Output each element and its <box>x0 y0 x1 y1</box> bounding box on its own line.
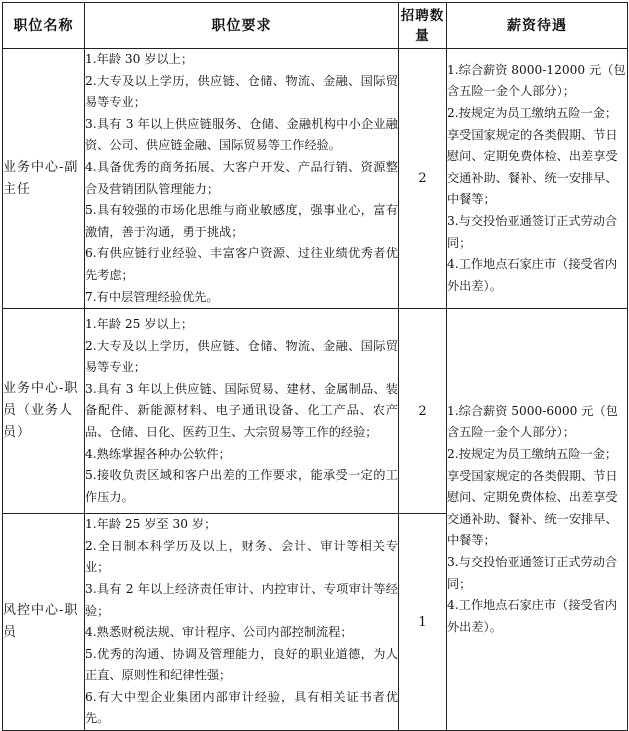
requirement-item: 5.接收负责区域和客户出差的工作要求，能承受一定的工作压力。 <box>85 468 398 504</box>
salary-item: 1.综合薪资 5000-6000 元（包含五险一金个人部分）； <box>447 403 618 440</box>
hire-count: 2 <box>399 49 447 309</box>
requirements-cell <box>85 514 399 731</box>
requirements-cell <box>85 49 399 309</box>
salary-item: 4.工作地点石家庄市（接受省内外出差）。 <box>447 598 618 634</box>
requirement-item: 3.具有 3 年以上供应链服务、仓储、金融机构中小企业融资、公司、供应链金融、国际贸易等工作经验。 <box>85 116 398 153</box>
salary-item: 2.按规定为员工缴纳五险一金；享受国家规定的各类假期、节日慰问、定期免费体检、出差享受交通补助、餐补、统一安排早、中餐等； <box>447 105 618 207</box>
requirement-item: 4.熟练掌握各种办公软件； <box>85 446 231 461</box>
requirement-item: 2.大专及以上学历，供应链、仓储、物流、金融、国际贸易等专业； <box>85 338 398 375</box>
header-title: 职位名称 <box>3 3 85 49</box>
requirement-item: 2.全日制本科学历及以上，财务、会计、审计等相关专业； <box>85 538 398 575</box>
job-table <box>2 2 628 731</box>
requirement-item: 6.有供应链行业经验、丰富客户资源、过往业绩优秀者优先考虑； <box>85 246 398 282</box>
requirement-item: 1.年龄 25 岁以上； <box>85 316 194 331</box>
table-row <box>3 309 628 514</box>
header-row <box>3 3 628 49</box>
requirement-item: 4.熟悉财税法规、审计程序、公司内部控制流程； <box>85 625 353 640</box>
requirement-item: 4.具备优秀的商务拓展、大客户开发、产品行销、资源整合及营销团队管理能力； <box>85 159 398 196</box>
requirement-item: 3.具有 2 年以上经济责任审计、内控审计、专项审计等经验； <box>85 581 398 618</box>
header-requirements: 职位要求 <box>85 3 399 49</box>
table-row <box>3 49 628 309</box>
hire-count: 1 <box>399 514 447 731</box>
requirement-item: 6.有大中型企业集团内部审计经验，具有相关证书者优先。 <box>85 689 398 726</box>
requirements-cell <box>85 309 399 514</box>
header-salary: 薪资待遇 <box>447 3 628 49</box>
job-title: 业务中心-职员（业务人员） <box>3 309 85 514</box>
salary-item: 1.综合薪资 8000-12000 元（包含五险一金个人部分）； <box>447 62 626 99</box>
job-title: 风控中心-职员 <box>3 514 85 731</box>
salary-item: 3.与交投怡亚通签订正式劳动合同； <box>447 554 618 591</box>
salary-item: 4.工作地点石家庄市（接受省内外出差）。 <box>447 257 618 293</box>
requirement-item: 5.具有较强的市场化思维与商业敏感度，强事业心，富有激情，善于沟通，勇于挑战； <box>85 203 398 239</box>
requirement-item: 3.具有 3 年以上供应链、国际贸易、建材、金属制品、装备配件、新能源材料、电子通讯设备、化工产品、农产品、仓储、日化、医药卫生、大宗贸易等工作的经验； <box>85 381 398 439</box>
salary-cell <box>447 49 628 309</box>
requirement-item: 2.大专及以上学历，供应链、仓储、物流、金融、国际贸易等专业； <box>85 73 398 110</box>
requirement-item: 7.有中层管理经验优先。 <box>85 289 219 304</box>
salary-item: 2.按规定为员工缴纳五险一金；享受国家规定的各类假期、节日慰问、定期免费体检、出差享受交通补助、餐补、统一安排早、中餐等； <box>447 447 618 548</box>
requirement-item: 5.优秀的沟通、协调及管理能力，良好的职业道德，为人正直、原则性和纪律性强； <box>85 646 398 683</box>
header-count: 招聘数量 <box>399 3 447 49</box>
requirement-item: 1.年龄 25 岁至 30 岁； <box>85 517 217 532</box>
hire-count: 2 <box>399 309 447 514</box>
salary-item: 3.与交投怡亚通签订正式劳动合同； <box>447 213 618 250</box>
job-title: 业务中心-副主任 <box>3 49 85 309</box>
requirement-item: 1.年龄 30 岁以上； <box>85 52 194 66</box>
salary-cell <box>447 309 628 731</box>
